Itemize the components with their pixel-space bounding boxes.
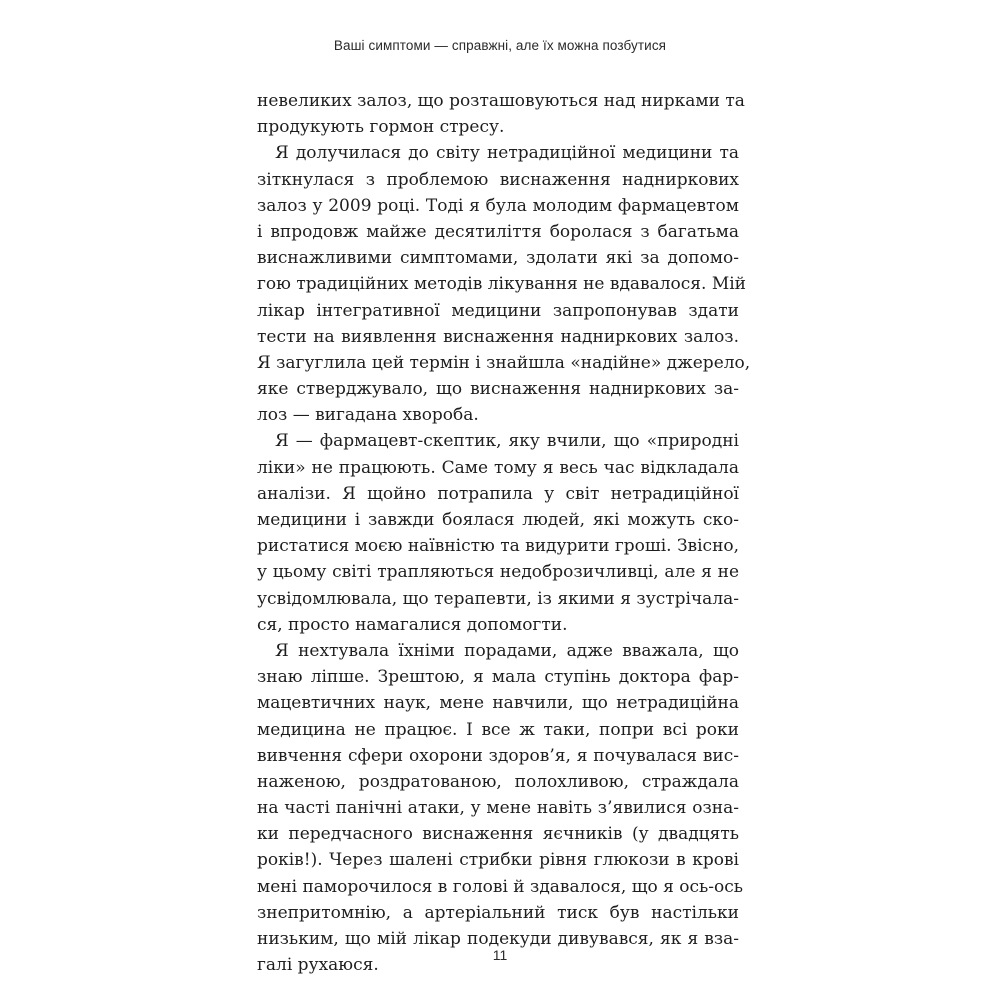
text-line: ки передчасного виснаження яєчників (у двадцять [257, 824, 739, 845]
paragraph-3 [257, 428, 739, 638]
text-line: Я нехтувала їхніми порадами, адже вважала, що [275, 640, 739, 661]
text-line: галі рухаюся. [257, 955, 379, 976]
page-number: 11 [492, 947, 508, 963]
text-line: медицина не працює. І все ж таки, попри всі роки [257, 719, 739, 740]
text-line: ліки» не працюють. Саме тому я весь час відкладала [257, 457, 739, 478]
text-line: знепритомнію, а артеріальний тиск був настільки [257, 902, 739, 923]
text-line: невеликих залоз, що розташовуються над нирками та [257, 91, 745, 111]
text-line: знаю ліпше. Зрештою, я мала ступінь доктора фар- [257, 667, 739, 688]
text-line: мацевтичних наук, мене навчили, що нетрадиційна [257, 693, 739, 714]
paragraph-4 [257, 638, 744, 978]
text-line: Я долучилася до світу нетрадиційної медицини та [275, 143, 739, 164]
text-line: залоз у 2009 році. Тоді я була молодим фармацевтом [257, 195, 739, 216]
text-line: яке стверджувало, що виснаження надниркових за- [257, 379, 739, 400]
text-line: ся, просто намагалися допомогти. [257, 614, 568, 635]
text-line: лікар інтегративної медицини запропонував здати [257, 300, 739, 321]
text-line: мені паморочилося в голові й здавалося, що я ось-ось [257, 876, 744, 897]
text-line: Я загуглила цей термін і знайшла «надійне» джерело, [257, 352, 751, 373]
text-line: Я — фармацевт-скептик, яку вчили, що «природні [275, 431, 739, 452]
text-line: низьким, що мій лікар подекуди дивувався, як я вза- [257, 929, 739, 949]
text-line: виснажливими симптомами, здолати які за допомо- [257, 248, 739, 269]
body-text [257, 88, 751, 978]
running-header: Ваші симптоми — справжні, але їх можна позбутися [333, 38, 667, 53]
text-line: усвідомлювала, що терапевти, із якими я зустрічала- [257, 588, 739, 609]
text-line: зіткнулася з проблемою виснаження надниркових [257, 169, 739, 190]
paragraph-1 [257, 88, 745, 140]
text-line: наженою, роздратованою, полохливою, страждала [257, 771, 739, 792]
text-line: тести на виявлення виснаження надниркових залоз. [257, 326, 739, 347]
text-line: і впродовж майже десятиліття боролася з багатьма [257, 221, 739, 242]
text-line: на часті панічні атаки, у мене навіть з’явилися озна- [257, 798, 739, 819]
text-line: гою традиційних методів лікування не вдавалося. Мій [257, 274, 747, 295]
text-line: ристатися моєю наївністю та видурити гроші. Звісно, [257, 536, 740, 557]
text-line: аналізи. Я щойно потрапила у світ нетрадиційної [257, 483, 739, 504]
paragraph-2 [257, 140, 751, 428]
text-line: вивчення сфери охорони здоров’я, я почувалася вис- [257, 745, 739, 766]
text-line: продукують гормон стресу. [257, 117, 505, 138]
text-line: лоз — вигадана хвороба. [257, 405, 479, 426]
text-line: медицини і завжди боялася людей, які можуть ско- [257, 510, 739, 530]
text-line: у цьому світі трапляються недоброзичливці, але я не [257, 562, 739, 583]
text-line: років!). Через шалені стрибки рівня глюкози в крові [257, 850, 739, 871]
